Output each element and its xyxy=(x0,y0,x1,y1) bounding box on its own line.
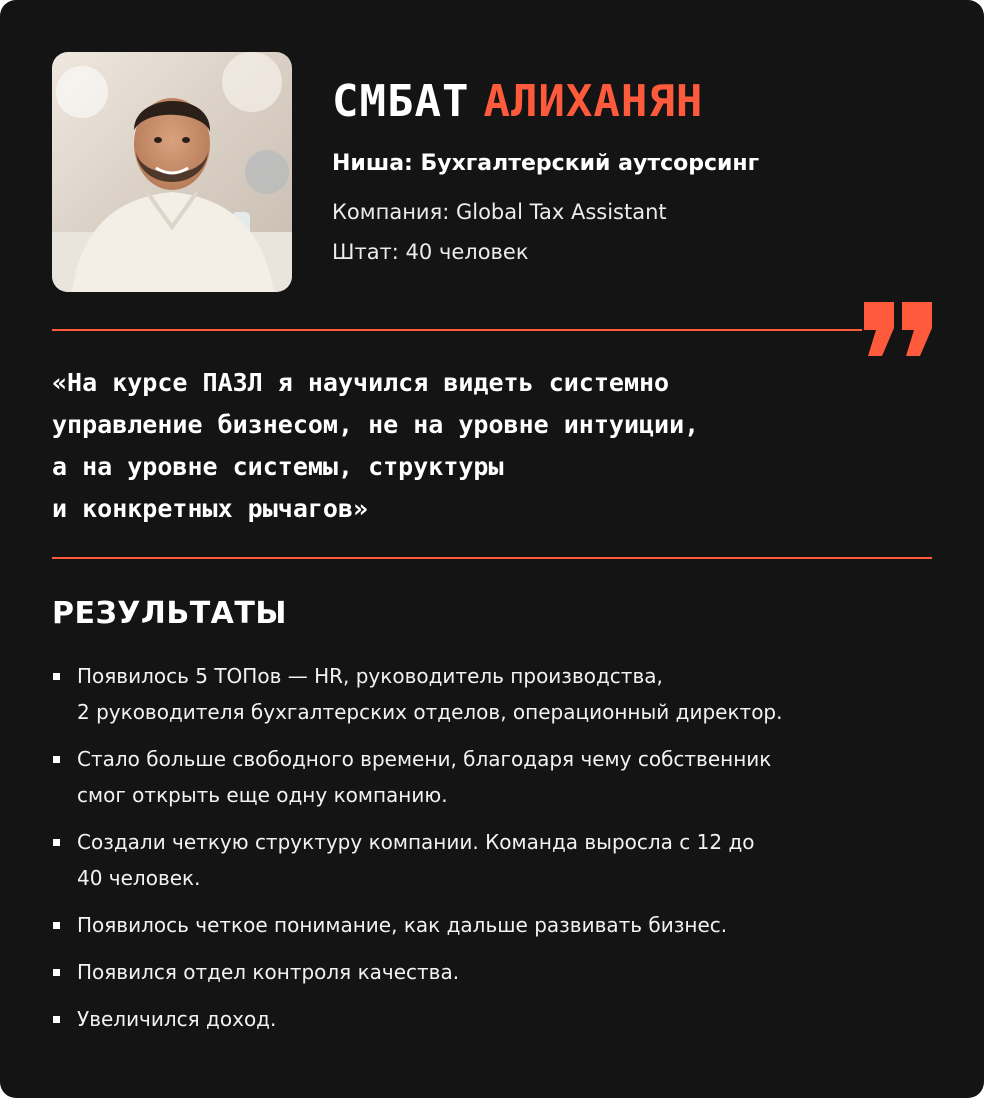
list-item xyxy=(52,954,942,990)
list-item-text: Увеличился доход. xyxy=(77,1007,277,1031)
divider-top xyxy=(52,329,862,331)
list-item-text: 40 человек. xyxy=(77,866,201,890)
quote-line: «На курсе ПАЗЛ я научился видеть системно xyxy=(52,368,670,397)
list-item-text: Появилось 5 ТОПов — HR, руководитель производства, xyxy=(77,664,663,688)
list-item-text: Появился отдел контроля качества. xyxy=(77,960,460,984)
square-bullet-icon xyxy=(53,673,60,680)
list-item xyxy=(52,824,942,896)
closing-quote-icon xyxy=(862,300,934,358)
testimonial-quote xyxy=(52,362,932,530)
list-item xyxy=(52,741,942,813)
quote-line: а на уровне системы, структуры xyxy=(52,452,504,481)
staff-label: Штат: 40 человек xyxy=(332,240,529,264)
person-name xyxy=(332,74,703,130)
list-item xyxy=(52,658,942,730)
profile-photo xyxy=(52,52,292,292)
results-list xyxy=(52,658,942,1048)
list-item-text: Стало больше свободного времени, благодаря чему собственник xyxy=(77,747,772,771)
list-item-text: 2 руководителя бухгалтерских отделов, операционный директор. xyxy=(77,700,783,724)
square-bullet-icon xyxy=(53,969,60,976)
niche-label: Ниша: Бухгалтерский аутсорсинг xyxy=(332,151,760,176)
square-bullet-icon xyxy=(53,756,60,763)
quote-line: управление бизнесом, не на уровне интуиции, xyxy=(52,410,700,439)
list-item xyxy=(52,907,942,943)
divider-bottom xyxy=(52,557,932,559)
square-bullet-icon xyxy=(53,1016,60,1023)
square-bullet-icon xyxy=(53,839,60,846)
list-item-text: Создали четкую структуру компании. Команда выросла с 12 до xyxy=(77,830,755,854)
quote-line: и конкретных рычагов» xyxy=(52,494,369,523)
company-label: Компания: Global Tax Assistant xyxy=(332,200,667,224)
list-item-text: смог открыть еще одну компанию. xyxy=(77,783,448,807)
first-name: СМБАТ xyxy=(332,76,470,127)
square-bullet-icon xyxy=(53,922,60,929)
list-item xyxy=(52,1001,942,1037)
list-item-text: Появилось четкое понимание, как дальше развивать бизнес. xyxy=(77,913,728,937)
last-name: АЛИХАНЯН xyxy=(483,76,704,127)
results-heading: РЕЗУЛЬТАТЫ xyxy=(52,596,287,631)
